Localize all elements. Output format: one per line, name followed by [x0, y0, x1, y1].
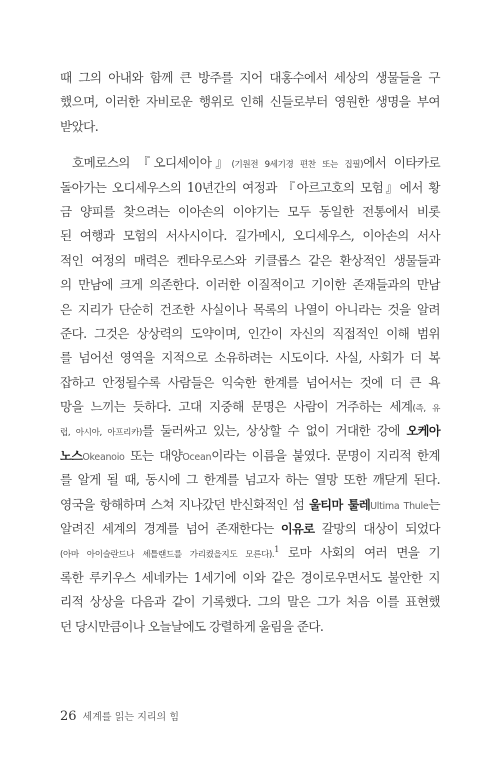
keyword-ultima-thule: 울티마 툴레 — [309, 497, 371, 512]
paragraph-2-line-14: 를 알게 될 때, 동시에 그 한계를 넘고자 하는 열망 또한 깨닫게 된다. — [60, 472, 440, 488]
latin-term: Okeanoio — [82, 451, 125, 463]
running-title: 세계를 읽는 지리의 힘 — [82, 712, 180, 723]
paragraph-2-line-1 — [60, 151, 440, 175]
text-run: 알려진 세계의 경계를 넘어 존재한다는 — [60, 521, 281, 537]
paragraph-2-line-10: 잡하고 안정될수록 사람들은 익숙한 한계를 넘어서는 것에 더 큰 욕 — [60, 374, 440, 390]
latin-term: Ocean — [182, 451, 212, 463]
text-run: 영국을 항해하며 스쳐 지나갔던 반신화적인 섬 — [60, 496, 310, 512]
paragraph-1-line-3: 받았다. — [60, 118, 99, 134]
keyword-okeanos-end: 노스 — [60, 448, 83, 463]
page-number: 26 — [60, 709, 77, 724]
keyword-reason: 이유로 — [280, 522, 315, 537]
text-run: 갈망의 대상이 되었다 — [314, 521, 440, 537]
text-run: 는 — [428, 496, 440, 512]
region-note: 럽, 아시아, 아프리카) — [60, 428, 142, 439]
text-run: 에서 이타카로 — [363, 155, 441, 171]
paragraph-2-line-19: 리적 상상을 다음과 같이 기록했다. 그의 말은 그가 처음 이를 표현했 — [60, 594, 440, 610]
paragraph-2-line-9: 를 넘어선 영역을 지적으로 소유하려는 시도이다. 사실, 사회가 더 복 — [60, 350, 440, 366]
paragraph-2-line-16 — [60, 517, 440, 541]
paragraph-2-line-7: 은 지리가 단순히 건조한 사실이나 목록의 나열이 아니라는 것을 알려 — [60, 301, 440, 317]
paragraph-2-line-11 — [60, 395, 440, 419]
text-run: 또는 대양 — [124, 447, 183, 463]
paragraph-2-line-3: 금 양피를 찾으려는 이아손의 이야기는 모두 동일한 전통에서 비롯 — [60, 203, 440, 219]
text-run: 망을 느끼는 듯하다. 고대 지중해 문명은 사람이 거주하는 세계 — [60, 399, 413, 415]
text-run: 로마 사회의 여러 면을 기 — [278, 545, 441, 561]
paragraph-2-line-18: 록한 루키우스 세네카는 1세기에 이와 같은 경이로우면서도 불안한 지 — [60, 569, 440, 585]
paragraph-2-line-13 — [60, 444, 440, 468]
text-run: 이라는 이름을 붙였다. 문명이 지리적 한계 — [211, 447, 440, 463]
paragraph-2-line-17 — [60, 541, 440, 565]
page-footer — [60, 708, 179, 724]
iceland-note: (아마 아이슬란드나 셰틀랜드를 가리켰을지도 모른다). — [60, 550, 275, 561]
paragraph-1-line-2: 했으며, 이러한 자비로운 행위로 인해 신들로부터 영원한 생명을 부여 — [60, 94, 440, 110]
date-note: (기원전 9세기경 편찬 또는 집필) — [231, 160, 364, 171]
paragraph-gap — [60, 139, 440, 151]
paragraph-1-line-1: 때 그의 아내와 함께 큰 방주를 지어 대홍수에서 세상의 생물들을 구 — [60, 70, 440, 85]
text-run: 호메로스의 『오디세이아』 — [72, 155, 232, 171]
paragraph-2-line-20: 던 당시만큼이나 오늘날에도 강렬하게 울림을 준다. — [60, 618, 324, 634]
text-run: 를 둘러싸고 있는, 상상할 수 없이 거대한 강에 — [141, 423, 407, 439]
paragraph-2-line-4: 된 여행과 모험의 서사시이다. 길가메시, 오디세우스, 이아손의 서사 — [60, 228, 440, 244]
paragraph-2-line-15 — [60, 493, 440, 517]
keyword-okeanos: 오케아 — [406, 424, 441, 439]
paragraph-2-line-5: 적인 여정의 매력은 켄타우로스와 키클롭스 같은 환상적인 생물들과 — [60, 252, 440, 268]
paragraph-2-line-8: 준다. 그것은 상상력의 도약이며, 인간이 자신의 직접적인 이해 범위 — [60, 325, 440, 341]
paragraph-2-line-2: 돌아가는 오디세우스의 10년간의 여정과 『아르고호의 모험』에서 황 — [60, 179, 440, 195]
paragraph-2-line-12 — [60, 419, 440, 443]
body-text — [60, 66, 440, 639]
paragraph-2-line-6: 의 만남에 크게 의존한다. 이러한 이질적이고 기이한 존재들과의 만남 — [60, 277, 440, 293]
region-note: (즉, 유 — [412, 404, 440, 415]
latin-term: Ultima Thule — [370, 500, 429, 512]
footnote-marker[interactable]: 1 — [274, 545, 279, 555]
